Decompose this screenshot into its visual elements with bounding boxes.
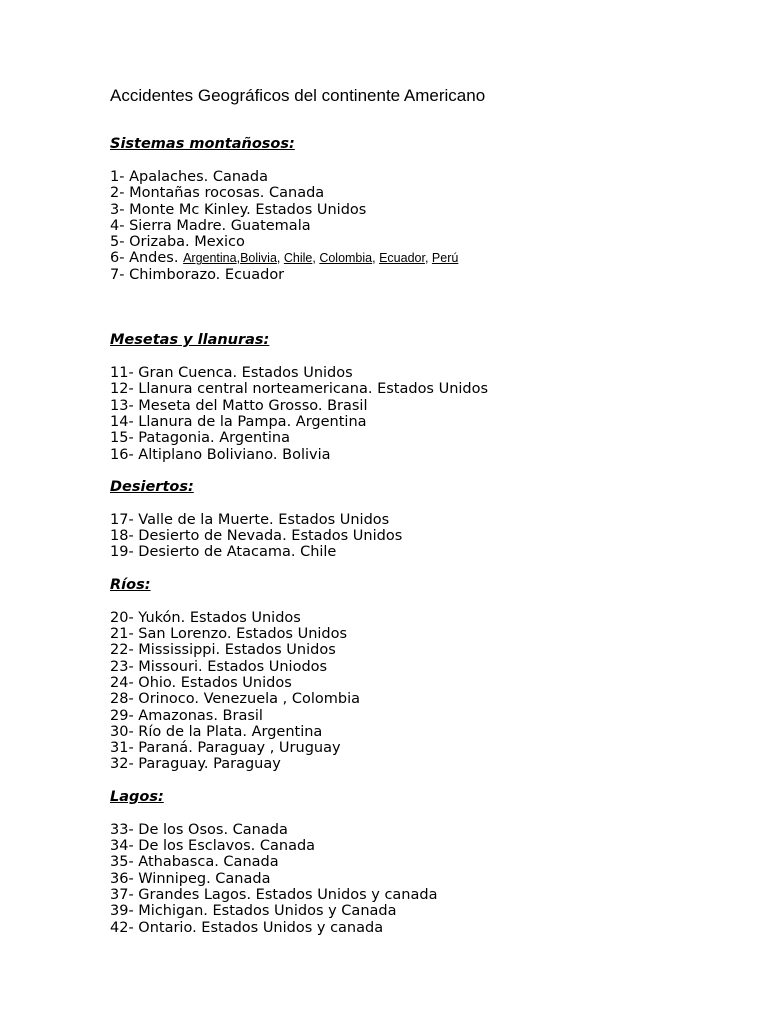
list-item: 42- Ontario. Estados Unidos y canada <box>110 919 384 936</box>
link-ecuador[interactable]: Ecuador <box>379 251 425 266</box>
link-chile[interactable]: Chile <box>283 251 313 266</box>
list-item: 12- Llanura central norteamericana. Estados Unidos <box>110 381 489 398</box>
link-colombia[interactable]: Colombia <box>319 251 373 266</box>
list-item: 23- Missouri. Estados Uniodos <box>110 658 328 675</box>
section-heading: Mesetas y llanuras: <box>110 332 270 349</box>
section-lakes <box>110 789 750 936</box>
list-item: 7- Chimborazo. Ecuador <box>110 266 285 283</box>
list-item: 1- Apalaches. Canada <box>110 169 269 185</box>
list-item: 31- Paraná. Paraguay , Uruguay <box>110 740 341 757</box>
list-item: 39- Michigan. Estados Unidos y Canada <box>110 903 397 920</box>
list-item: 5- Orizaba. Mexico <box>110 234 245 251</box>
document-page <box>110 84 750 952</box>
list-item: 18- Desierto de Nevada. Estados Unidos <box>110 528 403 545</box>
list-item: 19- Desierto de Atacama. Chile <box>110 544 337 561</box>
section-mountain-systems <box>110 136 750 283</box>
list-item: 16- Altiplano Boliviano. Bolivia <box>110 446 331 463</box>
list-item: 2- Montañas rocosas. Canada <box>110 185 325 202</box>
list-item: 35- Athabasca. Canada <box>110 854 279 871</box>
list-item: 37- Grandes Lagos. Estados Unidos y canada <box>110 886 438 903</box>
list-item: 30- Río de la Plata. Argentina <box>110 723 323 740</box>
item-list <box>110 610 750 773</box>
section-plateaus-plains <box>110 332 750 463</box>
list-item: 17- Valle de la Muerte. Estados Unidos <box>110 511 390 528</box>
list-item: 15- Patagonia. Argentina <box>110 430 290 447</box>
section-rivers <box>110 577 750 773</box>
list-item: 36- Winnipeg. Canada <box>110 870 271 887</box>
item-list <box>110 169 750 283</box>
document-title: Accidentes Geográficos del continente Americano <box>110 86 486 105</box>
item-list <box>110 365 750 463</box>
section-heading: Lagos: <box>110 788 164 805</box>
list-item: 22- Mississippi. Estados Unidos <box>110 642 336 659</box>
andes-countries: Argentina,Bolivia, Chile, Colombia, Ecuador, Perú <box>183 251 459 266</box>
list-item: 28- Orinoco. Venezuela , Colombia <box>110 691 360 708</box>
list-item: 32- Paraguay. Paraguay <box>110 756 281 773</box>
list-item: 3- Monte Mc Kinley. Estados Unidos <box>110 201 367 218</box>
andes-label: 6- Andes. <box>110 250 179 267</box>
list-item: 14- Llanura de la Pampa. Argentina <box>110 413 367 430</box>
link-argentina[interactable]: Argentina <box>183 251 237 266</box>
link-peru[interactable]: Perú <box>431 251 459 266</box>
list-item: 11- Gran Cuenca. Estados Unidos <box>110 365 353 382</box>
link-bolivia[interactable]: Bolivia <box>240 251 277 266</box>
list-item: 34- De los Esclavos. Canada <box>110 838 316 855</box>
section-deserts <box>110 479 750 561</box>
list-item: 20- Yukón. Estados Unidos <box>110 609 301 626</box>
list-item: 33- De los Osos. Canada <box>110 821 288 838</box>
list-item: 29- Amazonas. Brasil <box>110 707 263 724</box>
list-item: 21- San Lorenzo. Estados Unidos <box>110 626 348 643</box>
list-item: 13- Meseta del Matto Grosso. Brasil <box>110 397 368 414</box>
section-heading: Desiertos: <box>110 478 194 495</box>
list-item: 24- Ohio. Estados Unidos <box>110 674 292 691</box>
list-item: 4- Sierra Madre. Guatemala <box>110 217 311 234</box>
item-list <box>110 512 750 561</box>
item-list <box>110 822 750 936</box>
list-item-andes <box>110 250 750 266</box>
section-heading: Ríos: <box>110 576 151 593</box>
section-heading: Sistemas montañosos: <box>110 136 295 152</box>
